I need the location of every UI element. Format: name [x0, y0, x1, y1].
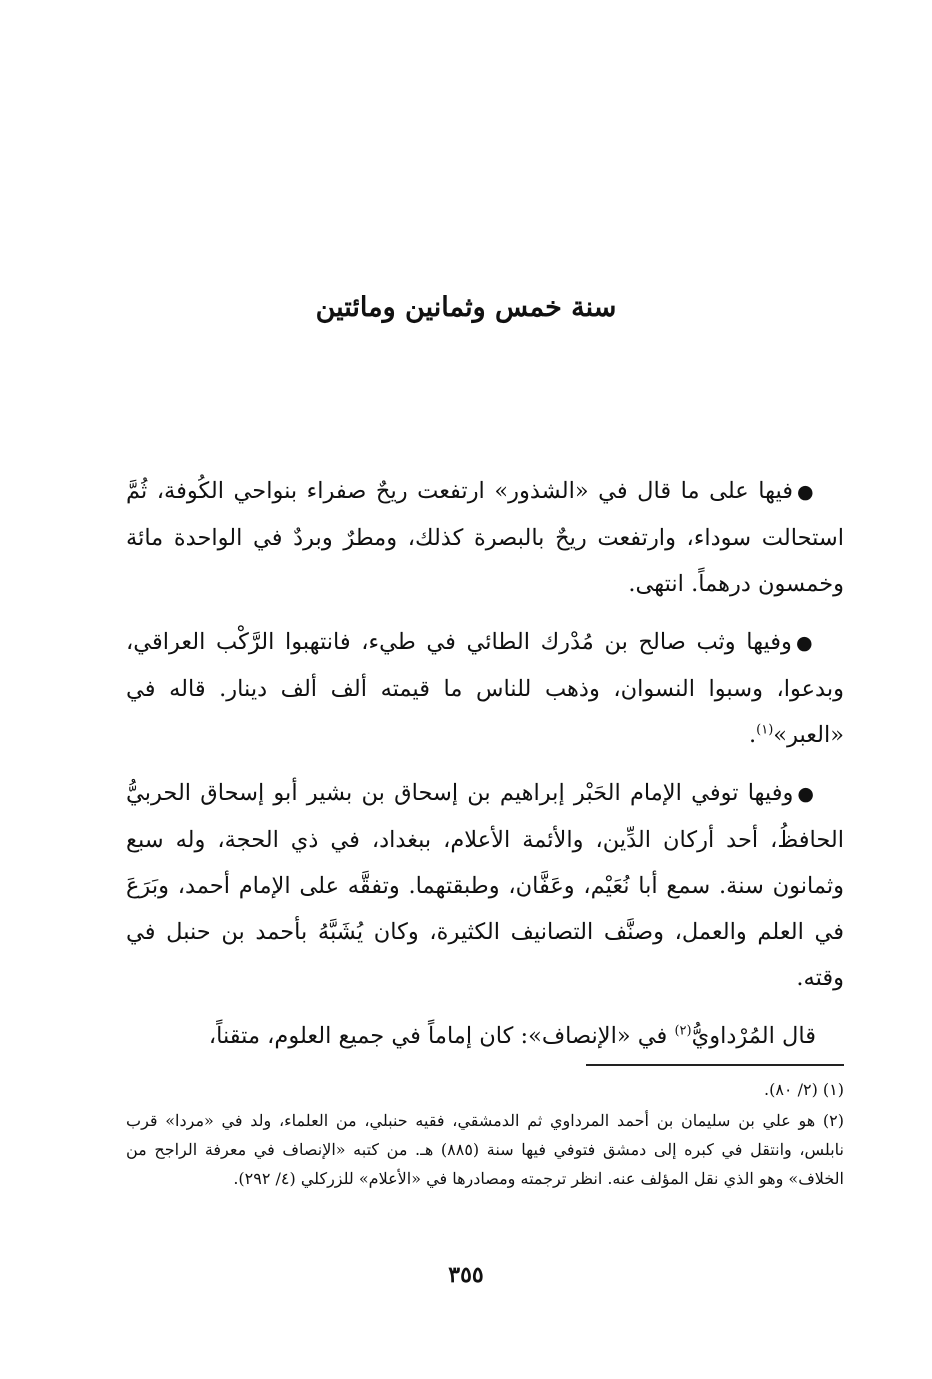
paragraph-1-text: فيها على ما قال في «الشذور» ارتفعت ريحٌ صفراء بنواحي الكُوفة، ثُمَّ استحالت سوداء، وارتفعت ريحٌ بالبصرة كذلك، ومطرٌ وبردٌ في الواحدة مائة وخمسون درهماً. انتهى. — [126, 478, 844, 597]
bullet-icon: ● — [797, 481, 816, 503]
paragraph-2 — [126, 619, 844, 758]
footnote-2: (٢) هو علي بن سليمان بن أحمد المرداوي ثم الدمشقي، فقيه حنبلي، من العلماء، ولد في «مردا» قرب نابلس، وانتقل في كبره إلى دمشق فتوفي فيها سنة (٨٨٥) هـ. من كتبه «الإنصاف في معرفة الراجح من الخلاف» وهو الذي نقل المؤلف عنه. انظر ترجمته ومصادرها في «الأعلام» للزركلي (٤/ ٢٩٢). — [126, 1111, 845, 1188]
bullet-icon: ● — [795, 632, 816, 654]
footnote-divider — [586, 1064, 844, 1066]
paragraph-4-start: قال المُرْداويُّ — [691, 1023, 816, 1049]
page-number: ٣٥٥ — [448, 1262, 484, 1288]
paragraph-2-end: . — [749, 722, 757, 748]
bullet-icon: ● — [797, 783, 816, 805]
paragraph-2-text: وفيها وثب صالح بن مُدْرك الطائي في طيء، فانتهبوا الرَّكْب العراقي، وبدعوا، وسبوا النسوان، وذهب للناس ما قيمته ألف ألف دينار. قاله في «العبر» — [126, 629, 844, 748]
paragraph-3-text: وفيها توفي الإمام الحَبْر إبراهيم بن إسحاق بن بشير أبو إسحاق الحربيُّ الحافظُ، أحد أركان الدِّين، والأئمة الأعلام، ببغداد، في ذي الحجة، وله سبع وثمانون سنة. سمع أبا نُعَيْم، وعَفَّان، وطبقتهما. وتفقَّه على الإمام أحمد، وبَرَعَ في العلم والعمل، وصنَّف التصانيف الكثيرة، وكان يُشَبَّهُ بأحمد بن حنبل في وقته. — [126, 780, 844, 991]
chapter-title: سنة خمس وثمانين ومائتين — [315, 292, 617, 323]
footnote-ref-2: (٢) — [674, 1023, 692, 1039]
footnote-1: (١) (٢/ ٨٠). — [763, 1080, 844, 1099]
footnote-ref-1: (١) — [756, 722, 774, 738]
paragraph-3 — [126, 770, 844, 1001]
paragraph-4-rest: في «الإنصاف»: كان إماماً في جميع العلوم، متقناً، — [208, 1023, 675, 1049]
paragraph-4 — [126, 1013, 844, 1059]
main-text — [126, 468, 844, 1059]
paragraph-1 — [126, 468, 844, 607]
footnotes — [126, 1075, 844, 1195]
